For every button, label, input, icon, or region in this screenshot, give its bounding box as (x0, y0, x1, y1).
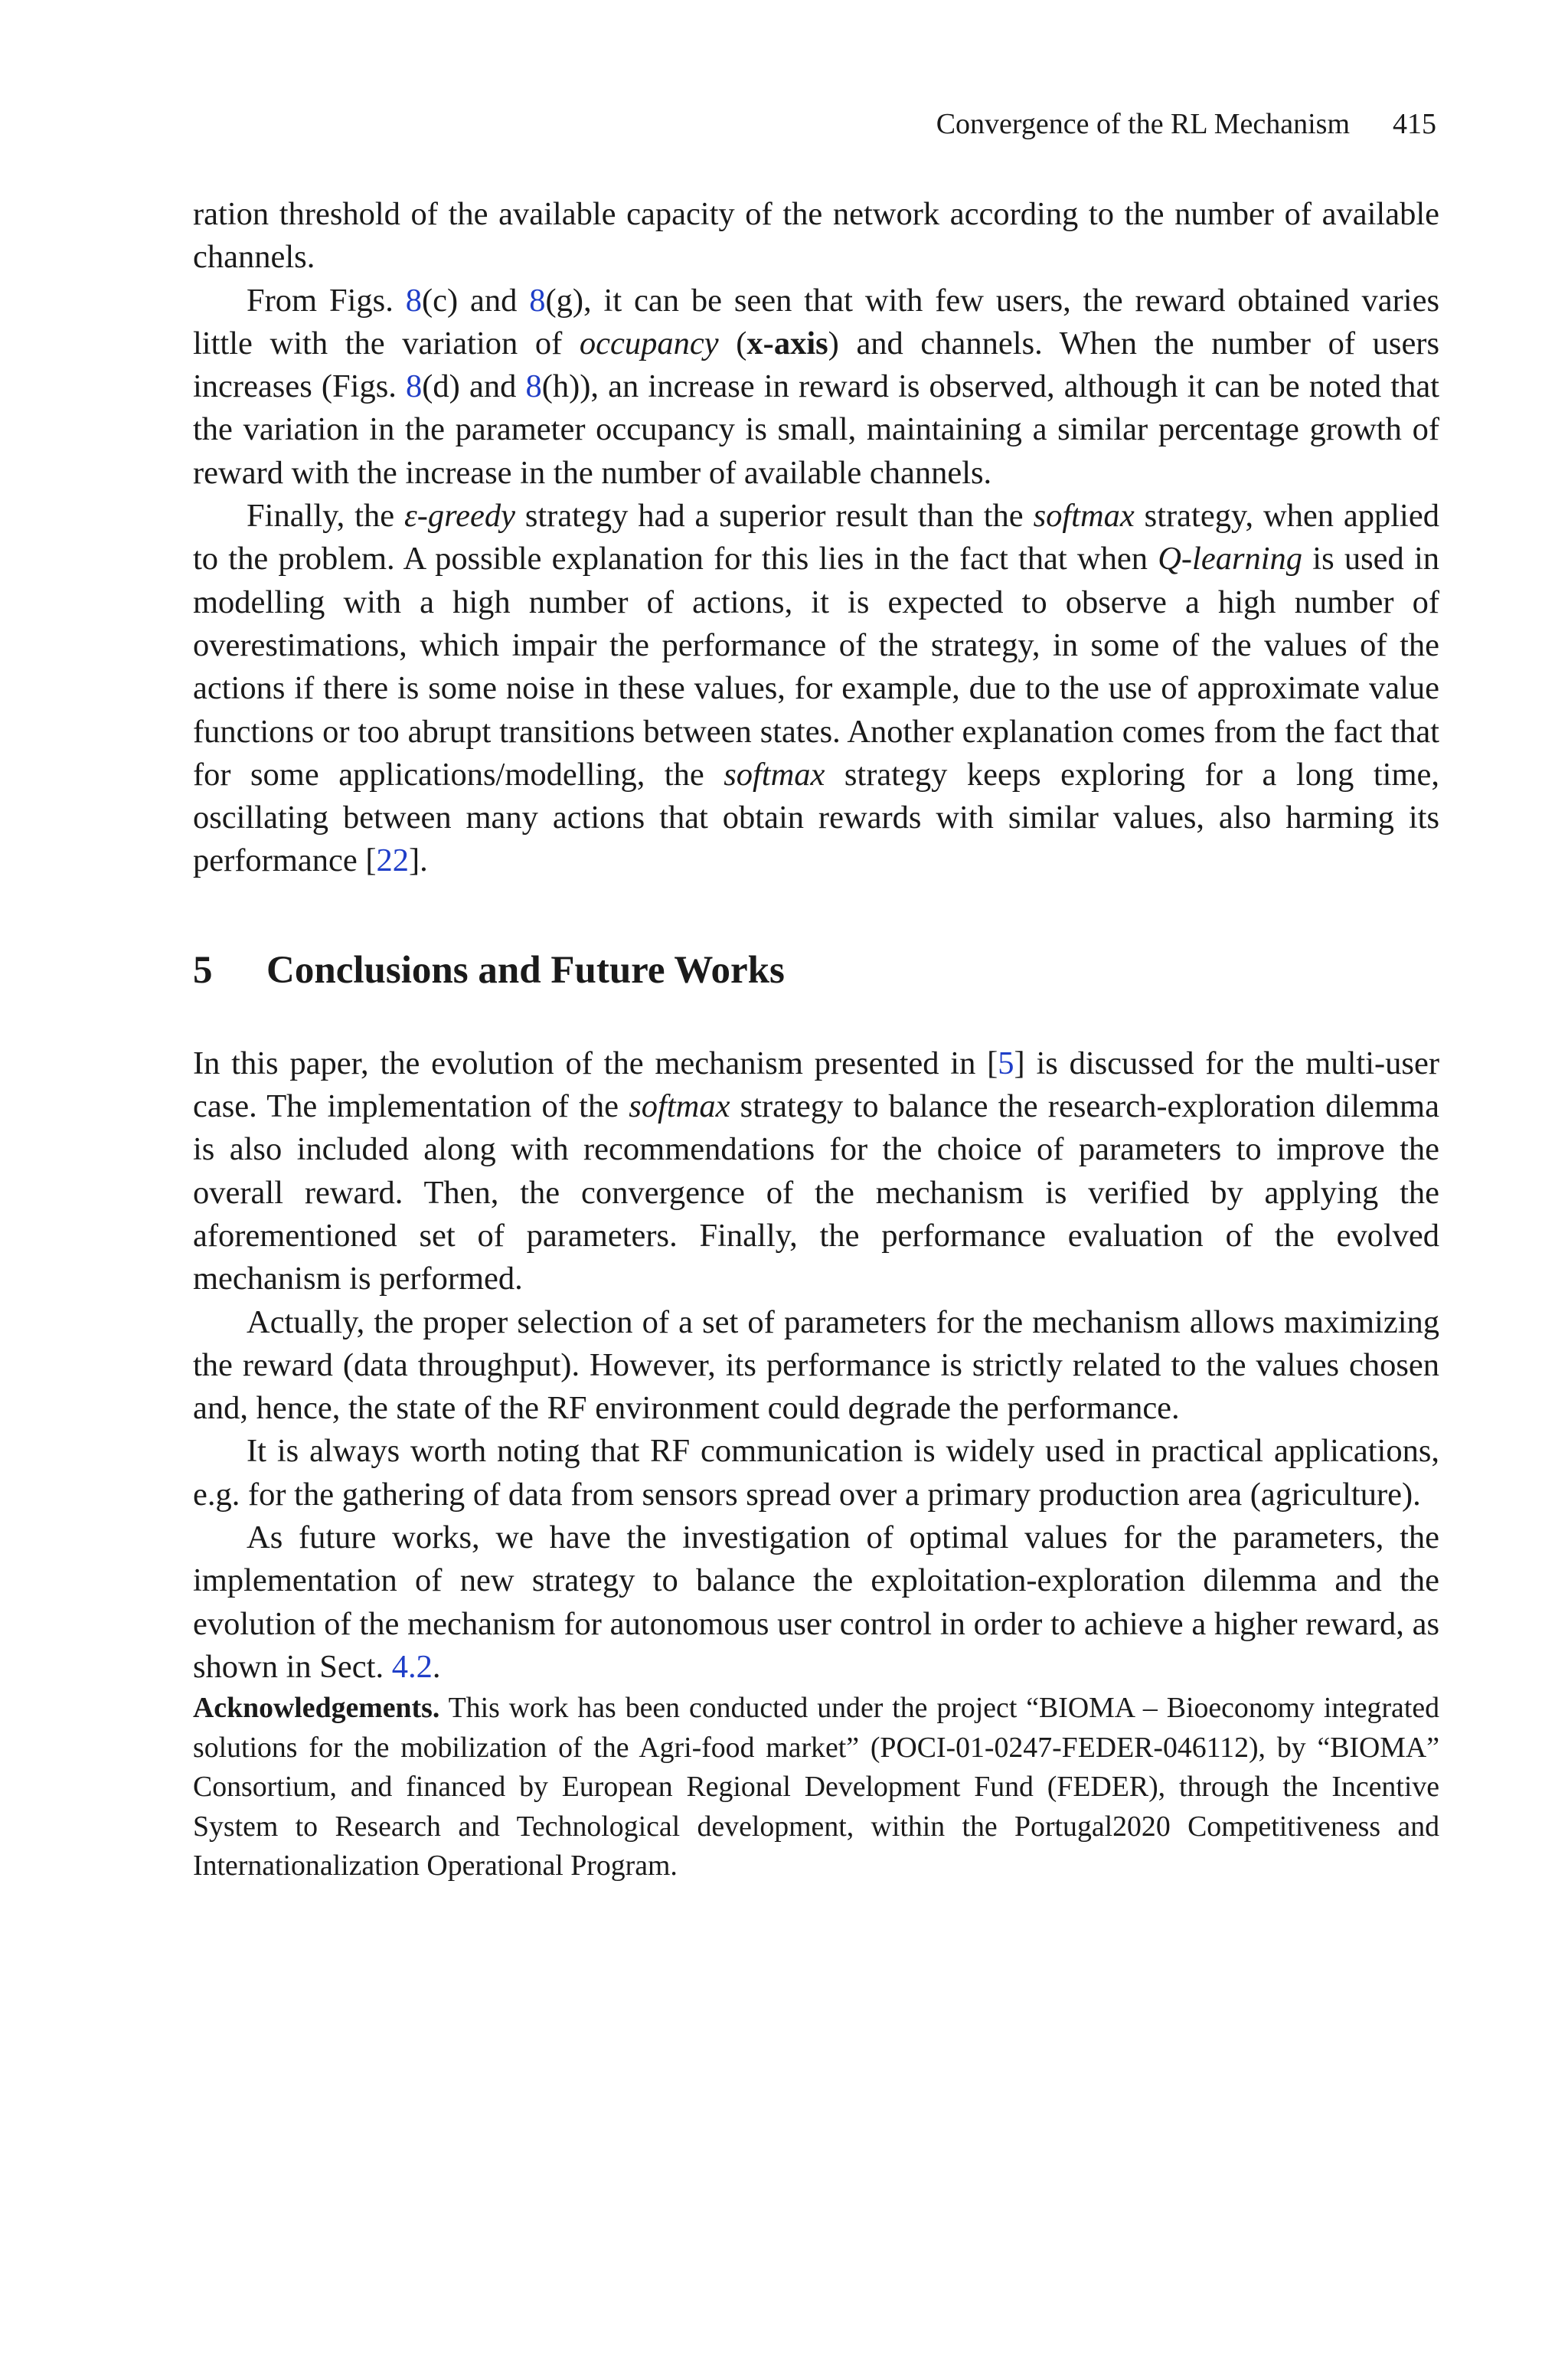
bold-text: x-axis (746, 325, 828, 361)
body-text (193, 193, 1439, 1886)
citation-link[interactable]: 5 (998, 1045, 1014, 1081)
paragraph-parameter-selection (193, 1301, 1439, 1431)
figure-ref-link[interactable]: 8 (529, 282, 546, 319)
paragraph-text: It is always worth noting that RF communication is widely used in practical applications, e.g. for the gathering of data from sensors spread over a primary production area (agriculture). (193, 1433, 1439, 1513)
emphasis-text: ε-greedy (403, 498, 515, 535)
text-run: (h)), an increase in reward is observed, although it can be noted that the variation in the parameter occupancy is small, maintaining a similar percentage growth of reward with the increase in the number of available channels. (193, 368, 1439, 491)
running-head-title: Convergence of the RL Mechanism (936, 108, 1350, 140)
text-run: is used in modelling with a high number of actions, it is expected to observe a high number of overestimations, which impair the performance of the strategy, in some of the values of the actions if there is some noise in these values, for example, due to the use of approximate value functions or too abrupt transitions between states. Another explanation comes from the fact that for some applications/modelling, the (193, 541, 1439, 793)
paragraph-text: Actually, the proper selection of a set of parameters for the mechanism allows maximizing the reward (data throughput). However, its performance is strictly related to the values chosen and, hence, the state of the RF environment could degrade the performance. (193, 1303, 1439, 1427)
figure-ref-link[interactable]: 8 (405, 282, 422, 319)
text-run: (c) and (421, 282, 530, 319)
citation-link[interactable]: 22 (376, 842, 409, 879)
text-run: strategy to balance the research-exploration dilemma is also included along with recommendations for the choice of parameters to improve the overall reward. Then, the convergence of the mechanism is verified by applying the aforementioned set of parameters. Finally, the performance evaluation of the evolved mechanism is performed. (193, 1088, 1439, 1297)
paragraph-strategy-comparison (193, 495, 1439, 883)
acknowledgements (193, 1689, 1439, 1886)
acknowledgements-heading: Acknowledgements. (193, 1692, 440, 1725)
emphasis-text: softmax (629, 1088, 730, 1125)
text-run: strategy, when applied to the problem. A possible explanation for this lies in the fact that when (193, 498, 1439, 577)
emphasis-text: softmax (724, 756, 825, 793)
text-run: ] is discussed for the multi-user case. The implementation of the (193, 1045, 1439, 1125)
text-run: Finally, the (247, 498, 404, 535)
page-number: 415 (1393, 108, 1436, 140)
text-run: From Figs. (247, 282, 406, 319)
paragraph-text: ration threshold of the available capacity of the network according to the number of available channels. (193, 196, 1439, 276)
section-number: 5 (193, 948, 213, 992)
section-ref-link[interactable]: 4.2 (391, 1648, 433, 1685)
text-run: strategy keeps exploring for a long time, oscillating between many actions that obtain rewards with similar values, also harming its performance [ (193, 756, 1440, 879)
text-run: ]. (409, 842, 428, 879)
text-run: strategy had a superior result than the (514, 498, 1034, 535)
paragraph-figs-discussion (193, 280, 1439, 495)
paragraph-future-works (193, 1516, 1439, 1689)
running-head (936, 106, 1436, 142)
figure-ref-link[interactable]: 8 (406, 368, 423, 405)
paragraph-conclusions (193, 1042, 1439, 1301)
acknowledgements-text: This work has been conducted under the project “BIOMA – Bioeconomy integrated solutions for the mobilization of the Agri-food market” (POCI-01-0247-FEDER-046112), by “BIOMA” Consortium, and financed by European Regional Development Fund (FEDER), through the Incentive System to Research and Technological development, within the Portugal2020 Competitiveness and Internationalization Operational Program. (193, 1692, 1439, 1882)
text-run: As future works, we have the investigation of optimal values for the parameters, the implementation of new strategy to balance the exploitation-exploration dilemma and the evolution of the mechanism for autonomous user control in order to achieve a higher reward, as shown in Sect. (193, 1519, 1439, 1685)
paragraph-continuation (193, 193, 1439, 280)
section-heading (193, 947, 1439, 993)
text-run: (g), it can be seen that with few users, the reward obtained varies little with the variation of (193, 282, 1439, 361)
text-run: (d) and (422, 368, 526, 405)
emphasis-text: Q-learning (1158, 541, 1303, 577)
text-run: . (432, 1648, 441, 1685)
text-run: ) and channels. When the number of users increases (Figs. (193, 325, 1440, 405)
emphasis-text: occupancy (579, 325, 719, 361)
section-title: Conclusions and Future Works (266, 948, 785, 992)
text-run: In this paper, the evolution of the mechanism presented in [ (193, 1045, 998, 1081)
figure-ref-link[interactable]: 8 (525, 368, 542, 405)
paragraph-rf-applications (193, 1430, 1439, 1516)
text-run: ( (718, 325, 747, 361)
emphasis-text: softmax (1033, 498, 1135, 535)
